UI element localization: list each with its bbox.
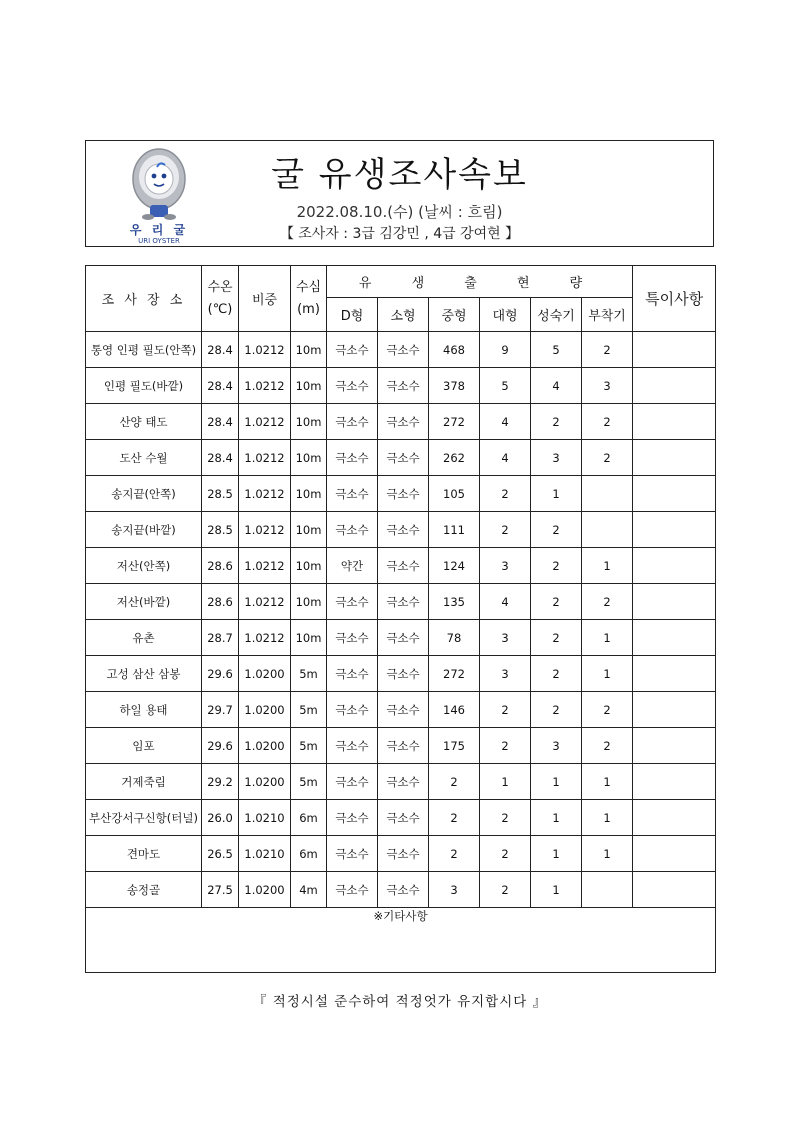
cell-medium: 468 [429, 332, 480, 368]
cell-depth: 10m [291, 548, 327, 584]
date-weather-line: 2022.08.10.(수) (날씨 : 흐림) [296, 203, 503, 221]
cell-mature: 1 [531, 476, 582, 512]
cell-large: 2 [480, 692, 531, 728]
cell-small: 극소수 [378, 476, 429, 512]
cell-large: 2 [480, 728, 531, 764]
table-row [86, 548, 716, 584]
cell-depth: 10m [291, 404, 327, 440]
cell-gravity: 1.0210 [239, 836, 291, 872]
cell-small: 극소수 [378, 692, 429, 728]
cell-place: 송지끝(안쪽) [86, 476, 202, 512]
header-medium: 중형 [429, 298, 480, 332]
cell-depth: 6m [291, 836, 327, 872]
cell-d: 극소수 [327, 620, 378, 656]
cell-large: 5 [480, 368, 531, 404]
table-row [86, 728, 716, 764]
cell-mature: 5 [531, 332, 582, 368]
header-mature: 성숙기 [531, 298, 582, 332]
logo-subtext: URI OYSTER [138, 237, 180, 245]
report-header [85, 140, 714, 247]
cell-gravity: 1.0212 [239, 584, 291, 620]
cell-large: 2 [480, 872, 531, 908]
cell-d: 극소수 [327, 692, 378, 728]
cell-depth: 10m [291, 476, 327, 512]
header-depth: 수심 (m) [291, 266, 327, 332]
cell-gravity: 1.0212 [239, 512, 291, 548]
table-row [86, 656, 716, 692]
cell-depth: 10m [291, 440, 327, 476]
cell-medium: 378 [429, 368, 480, 404]
table-row [86, 332, 716, 368]
cell-special [633, 548, 716, 584]
cell-attach: 2 [582, 332, 633, 368]
cell-temp: 29.7 [202, 692, 239, 728]
cell-depth: 10m [291, 512, 327, 548]
cell-medium: 146 [429, 692, 480, 728]
cell-special [633, 620, 716, 656]
table-row [86, 800, 716, 836]
cell-gravity: 1.0200 [239, 728, 291, 764]
cell-depth: 5m [291, 692, 327, 728]
cell-place: 통영 인평 필도(안쪽) [86, 332, 202, 368]
cell-medium: 2 [429, 800, 480, 836]
cell-special [633, 728, 716, 764]
cell-d: 극소수 [327, 872, 378, 908]
cell-gravity: 1.0210 [239, 800, 291, 836]
cell-attach: 2 [582, 692, 633, 728]
cell-mature: 1 [531, 800, 582, 836]
cell-mature: 1 [531, 872, 582, 908]
cell-small: 극소수 [378, 800, 429, 836]
cell-attach: 1 [582, 620, 633, 656]
cell-mature: 2 [531, 656, 582, 692]
cell-attach: 2 [582, 584, 633, 620]
cell-gravity: 1.0200 [239, 764, 291, 800]
cell-place: 견마도 [86, 836, 202, 872]
cell-large: 2 [480, 476, 531, 512]
cell-mature: 2 [531, 584, 582, 620]
cell-attach: 3 [582, 368, 633, 404]
header-large: 대형 [480, 298, 531, 332]
cell-place: 송정골 [86, 872, 202, 908]
cell-small: 극소수 [378, 728, 429, 764]
cell-medium: 262 [429, 440, 480, 476]
cell-small: 극소수 [378, 404, 429, 440]
cell-special [633, 584, 716, 620]
cell-large: 2 [480, 512, 531, 548]
cell-gravity: 1.0212 [239, 440, 291, 476]
table-row [86, 620, 716, 656]
cell-place: 임포 [86, 728, 202, 764]
cell-mature: 3 [531, 440, 582, 476]
cell-depth: 10m [291, 584, 327, 620]
cell-d: 극소수 [327, 656, 378, 692]
cell-place: 도산 수월 [86, 440, 202, 476]
cell-place: 하일 용태 [86, 692, 202, 728]
cell-small: 극소수 [378, 764, 429, 800]
cell-special [633, 368, 716, 404]
cell-small: 극소수 [378, 620, 429, 656]
cell-place: 저산(바깥) [86, 584, 202, 620]
table-row [86, 440, 716, 476]
header-special: 특이사항 [633, 266, 716, 332]
cell-d: 약간 [327, 548, 378, 584]
header-small: 소형 [378, 298, 429, 332]
cell-medium: 3 [429, 872, 480, 908]
cell-attach: 2 [582, 440, 633, 476]
table-row [86, 764, 716, 800]
cell-special [633, 512, 716, 548]
cell-gravity: 1.0212 [239, 620, 291, 656]
cell-attach: 1 [582, 836, 633, 872]
cell-d: 극소수 [327, 800, 378, 836]
cell-mature: 4 [531, 368, 582, 404]
cell-gravity: 1.0212 [239, 548, 291, 584]
cell-d: 극소수 [327, 404, 378, 440]
cell-medium: 175 [429, 728, 480, 764]
cell-gravity: 1.0212 [239, 368, 291, 404]
cell-special [633, 872, 716, 908]
cell-special [633, 656, 716, 692]
cell-large: 2 [480, 800, 531, 836]
cell-small: 극소수 [378, 656, 429, 692]
cell-temp: 28.4 [202, 332, 239, 368]
cell-depth: 5m [291, 728, 327, 764]
cell-special [633, 332, 716, 368]
table-row [86, 584, 716, 620]
cell-large: 9 [480, 332, 531, 368]
cell-special [633, 764, 716, 800]
cell-medium: 105 [429, 476, 480, 512]
cell-mature: 1 [531, 836, 582, 872]
cell-small: 극소수 [378, 332, 429, 368]
cell-attach: 1 [582, 548, 633, 584]
cell-temp: 29.6 [202, 728, 239, 764]
cell-d: 극소수 [327, 368, 378, 404]
header-larvae: 유 생 출 현 량 [327, 266, 633, 298]
cell-gravity: 1.0200 [239, 692, 291, 728]
cell-depth: 6m [291, 800, 327, 836]
table-row [86, 872, 716, 908]
cell-d: 극소수 [327, 584, 378, 620]
cell-depth: 10m [291, 368, 327, 404]
cell-small: 극소수 [378, 872, 429, 908]
cell-attach [582, 872, 633, 908]
cell-special [633, 440, 716, 476]
cell-attach: 2 [582, 404, 633, 440]
cell-depth: 4m [291, 872, 327, 908]
cell-place: 인평 필도(바깥) [86, 368, 202, 404]
cell-temp: 29.2 [202, 764, 239, 800]
cell-gravity: 1.0200 [239, 656, 291, 692]
page-title: 굴 유생조사속보 [271, 155, 528, 195]
table-row [86, 692, 716, 728]
cell-attach: 1 [582, 656, 633, 692]
cell-temp: 29.6 [202, 656, 239, 692]
cell-small: 극소수 [378, 440, 429, 476]
cell-attach [582, 476, 633, 512]
cell-place: 저산(안쪽) [86, 548, 202, 584]
header-gravity: 비중 [239, 266, 291, 332]
footer-slogan: 『 적정시설 준수하여 적정엇가 유지합시다 』 [252, 994, 548, 1010]
cell-gravity: 1.0212 [239, 476, 291, 512]
larvae-survey-table [85, 265, 716, 973]
cell-mature: 2 [531, 620, 582, 656]
cell-small: 극소수 [378, 368, 429, 404]
cell-large: 3 [480, 620, 531, 656]
cell-temp: 26.0 [202, 800, 239, 836]
cell-depth: 10m [291, 332, 327, 368]
cell-special [633, 836, 716, 872]
cell-d: 극소수 [327, 332, 378, 368]
cell-special [633, 404, 716, 440]
cell-mature: 2 [531, 692, 582, 728]
cell-d: 극소수 [327, 728, 378, 764]
cell-special [633, 476, 716, 512]
cell-attach: 1 [582, 800, 633, 836]
header-d-type: D형 [327, 298, 378, 332]
cell-attach: 1 [582, 764, 633, 800]
cell-d: 극소수 [327, 440, 378, 476]
cell-temp: 28.5 [202, 512, 239, 548]
cell-large: 1 [480, 764, 531, 800]
cell-temp: 28.4 [202, 368, 239, 404]
cell-medium: 124 [429, 548, 480, 584]
cell-mature: 3 [531, 728, 582, 764]
cell-medium: 111 [429, 512, 480, 548]
cell-small: 극소수 [378, 584, 429, 620]
cell-temp: 28.6 [202, 548, 239, 584]
cell-special [633, 692, 716, 728]
cell-temp: 28.4 [202, 404, 239, 440]
cell-medium: 135 [429, 584, 480, 620]
cell-place: 부산강서구신항(터널) [86, 800, 202, 836]
cell-place: 유촌 [86, 620, 202, 656]
cell-place: 송지끝(바깥) [86, 512, 202, 548]
cell-large: 2 [480, 836, 531, 872]
cell-d: 극소수 [327, 476, 378, 512]
cell-temp: 28.7 [202, 620, 239, 656]
cell-attach [582, 512, 633, 548]
cell-large: 4 [480, 440, 531, 476]
cell-large: 4 [480, 404, 531, 440]
table-row [86, 512, 716, 548]
cell-gravity: 1.0212 [239, 332, 291, 368]
cell-d: 극소수 [327, 512, 378, 548]
cell-d: 극소수 [327, 836, 378, 872]
logo-text: 우 리 굴 [129, 223, 189, 237]
cell-depth: 10m [291, 620, 327, 656]
cell-temp: 27.5 [202, 872, 239, 908]
surveyor-line: 【 조사자 : 3급 김강민 , 4급 강여현 】 [279, 226, 520, 242]
cell-medium: 2 [429, 764, 480, 800]
cell-large: 4 [480, 584, 531, 620]
cell-large: 3 [480, 548, 531, 584]
cell-place: 고성 삼산 삼봉 [86, 656, 202, 692]
cell-medium: 2 [429, 836, 480, 872]
cell-d: 극소수 [327, 764, 378, 800]
cell-depth: 5m [291, 656, 327, 692]
cell-small: 극소수 [378, 512, 429, 548]
cell-place: 거제죽림 [86, 764, 202, 800]
cell-special [633, 800, 716, 836]
cell-gravity: 1.0212 [239, 404, 291, 440]
cell-mature: 1 [531, 764, 582, 800]
table-row [86, 368, 716, 404]
cell-mature: 2 [531, 512, 582, 548]
cell-temp: 28.6 [202, 584, 239, 620]
cell-mature: 2 [531, 548, 582, 584]
cell-medium: 272 [429, 656, 480, 692]
header-attach: 부착기 [582, 298, 633, 332]
cell-medium: 272 [429, 404, 480, 440]
cell-gravity: 1.0200 [239, 872, 291, 908]
cell-place: 산양 태도 [86, 404, 202, 440]
table-row [86, 836, 716, 872]
table-row [86, 476, 716, 512]
cell-small: 극소수 [378, 836, 429, 872]
table-row [86, 404, 716, 440]
header-place: 조 사 장 소 [86, 266, 202, 332]
cell-attach: 2 [582, 728, 633, 764]
cell-large: 3 [480, 656, 531, 692]
cell-temp: 26.5 [202, 836, 239, 872]
other-notes: ※기타사항 [86, 908, 716, 973]
cell-temp: 28.4 [202, 440, 239, 476]
cell-temp: 28.5 [202, 476, 239, 512]
header-temp: 수온 (℃) [202, 266, 239, 332]
cell-mature: 2 [531, 404, 582, 440]
cell-small: 극소수 [378, 548, 429, 584]
cell-medium: 78 [429, 620, 480, 656]
cell-depth: 5m [291, 764, 327, 800]
